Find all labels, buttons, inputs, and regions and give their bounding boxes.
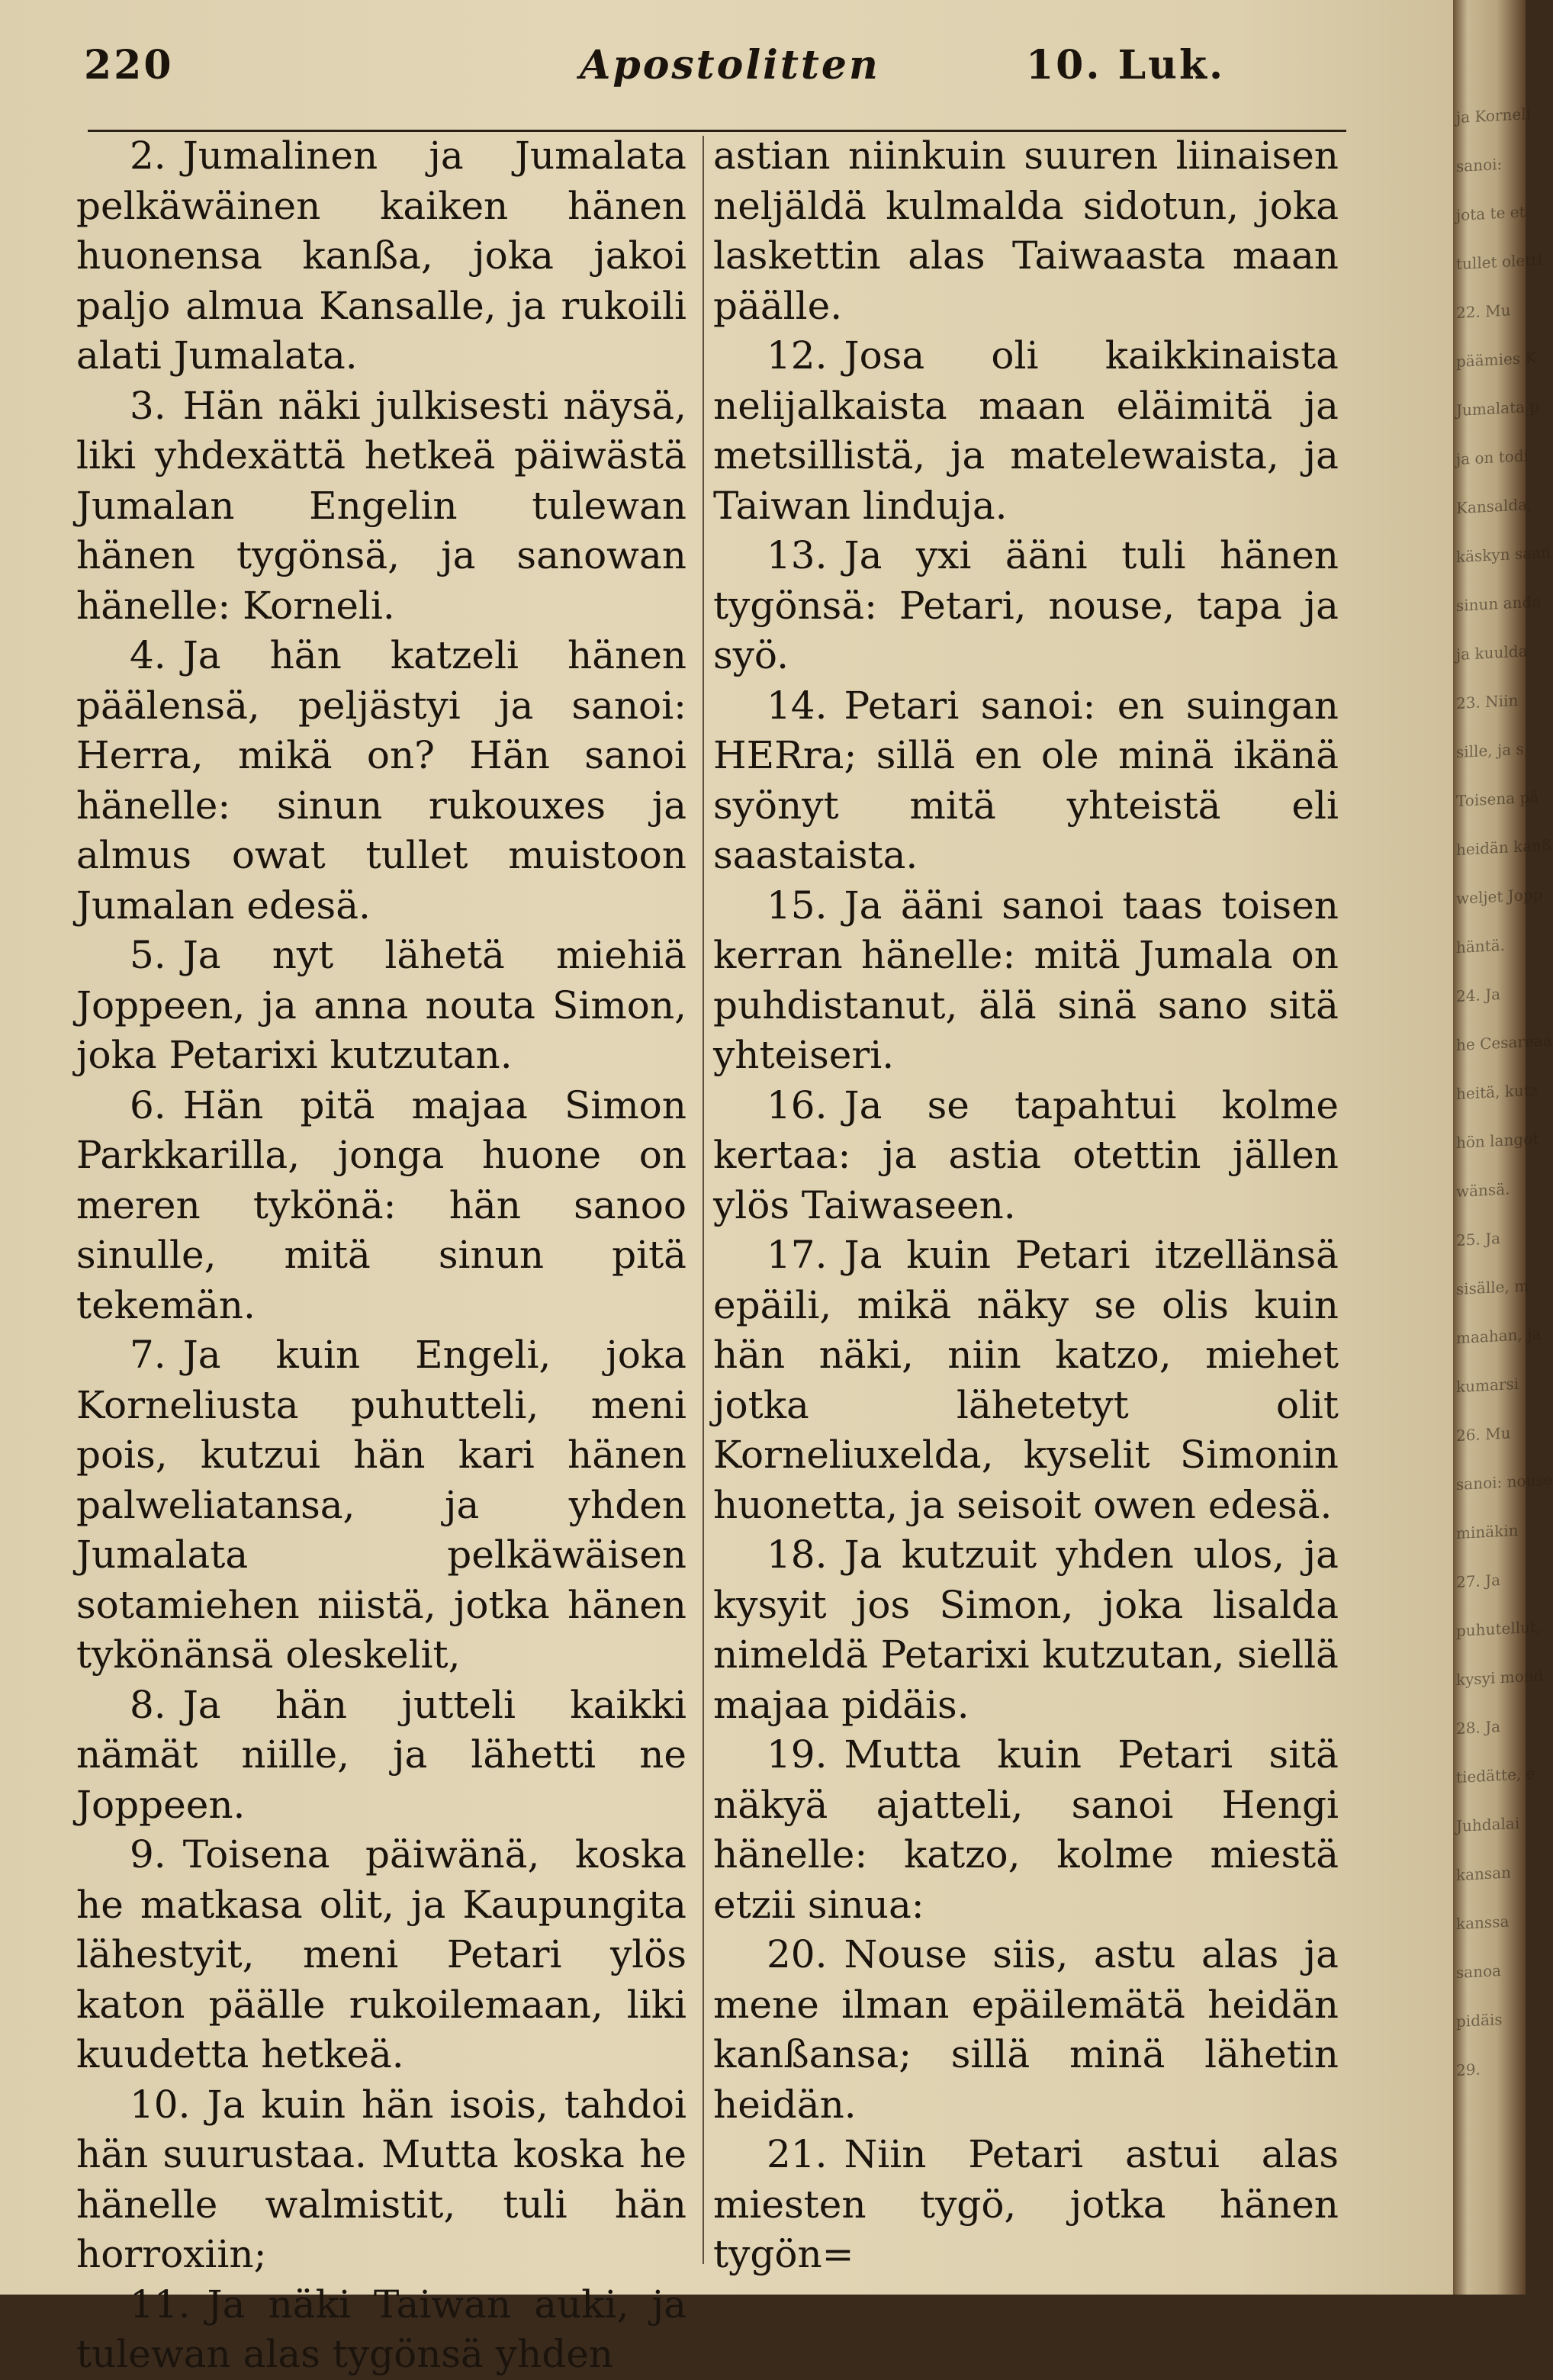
facing-page-line: ja Korneli	[1456, 104, 1531, 127]
verse-number: 16.	[767, 1082, 828, 1127]
verse-number: 8.	[130, 1682, 166, 1727]
facing-page-line: ja kuulda	[1456, 642, 1528, 664]
facing-page-line: sille, ja s	[1456, 739, 1524, 762]
verse-text: Niin Petari astui alas miesten tygö, jotka hänen tygön=	[713, 2132, 1339, 2276]
verse-number: 10.	[130, 2082, 191, 2127]
facing-page-line: tullet oletti	[1456, 250, 1542, 274]
facing-page-edge	[1453, 0, 1553, 2295]
facing-page-line: tiedätte, e	[1456, 1764, 1535, 1787]
facing-page-line: 25. Ja	[1456, 1229, 1501, 1250]
facing-page-line: sanoa	[1456, 1961, 1502, 1983]
facing-page-line: jota te et	[1456, 202, 1526, 225]
facing-page-line: päämies K	[1456, 348, 1537, 371]
verse-text: Nouse siis, astu alas ja mene ilman epäilemätä heidän kanßansa; sillä minä lähetin heidän.	[713, 1932, 1339, 2127]
facing-page-line: sanoi: nouse	[1456, 1470, 1553, 1494]
right-column	[713, 131, 1339, 2280]
facing-page-line: sisälle, m	[1456, 1276, 1529, 1299]
facing-page-line: kansan	[1456, 1863, 1511, 1885]
verse-number: 11.	[130, 2282, 191, 2327]
verse	[713, 331, 1339, 531]
facing-page-line: minäkin	[1456, 1520, 1519, 1543]
verse-number: 3.	[130, 383, 166, 428]
facing-page-line: hön langot	[1456, 1129, 1539, 1153]
verse	[76, 381, 686, 632]
verse-text: Ja ääni sanoi taas toisen kerran hänelle: mitä Jumala on puhdistanut, älä sinä sano sitä yhteiseri.	[713, 883, 1339, 1077]
verse-number: 20.	[767, 1932, 828, 1976]
verse	[76, 1830, 686, 2080]
running-title: Apostolitten	[580, 42, 880, 88]
facing-page-line: wänsä.	[1456, 1179, 1510, 1201]
facing-page-line: kumarsi	[1456, 1374, 1519, 1397]
verse-text: Toisena päiwänä, koska he matkasa olit, ja Kaupungita lähestyit, meni Petari ylös katon päälle rukoilemaan, liki kuudetta hetkeä.	[76, 1832, 686, 2076]
verse-number: 5.	[130, 933, 166, 977]
verse-number: 12.	[767, 333, 828, 378]
verse-text: Ja kuin Engeli, joka Korneliusta puhutteli, meni pois, kutzui hän kari hänen palweliatansa, ja yhden Jumalata pelkäwäisen sotamiehen niistä, jotka hänen tykönänsä oleskelit,	[76, 1333, 686, 1677]
verse-number: 13.	[767, 533, 828, 577]
verse-number: 18.	[767, 1533, 828, 1577]
verse	[713, 681, 1339, 881]
verse-number: 7.	[130, 1333, 166, 1377]
facing-page-line: 27. Ja	[1456, 1571, 1501, 1592]
verse-text: Ja näki Taiwan auki, ja tulewan alas tygönsä yhden	[76, 2282, 686, 2376]
verse-number: 2.	[130, 133, 166, 178]
facing-page-line: heidän kanß	[1456, 835, 1552, 860]
verse	[713, 1081, 1339, 1231]
facing-page-line: 28. Ja	[1456, 1717, 1501, 1738]
verse	[76, 2280, 686, 2380]
facing-page-line: puhutellut,	[1456, 1617, 1542, 1641]
verse-number: 14.	[767, 683, 828, 728]
verse	[713, 881, 1339, 1081]
verse	[713, 1930, 1339, 2130]
verse	[76, 1330, 686, 1680]
verse-continuation: astian niinkuin suuren liinaisen neljäldä kulmalda sidotun, joka laskettin alas Taiwaasta maan päälle.	[713, 133, 1339, 328]
verse-text: Ja kuin hän isois, tahdoi hän suurustaa. Mutta koska he hänelle walmistit, tuli hän horroxiin;	[76, 2082, 686, 2276]
facing-page-line: kysyi mond	[1456, 1666, 1544, 1690]
verse-text: Mutta kuin Petari sitä näkyä ajatteli, sanoi Hengi hänelle: katzo, kolme miestä etzii sinua:	[713, 1732, 1339, 1927]
verse	[76, 1680, 686, 1831]
facing-page-line: häntä.	[1456, 935, 1506, 957]
facing-page-line: Jumalata p	[1456, 397, 1540, 420]
facing-page-line: pidäis	[1456, 2009, 1503, 2031]
facing-page-line: 29.	[1456, 2060, 1481, 2080]
verse-text: Ja yxi ääni tuli hänen tygönsä: Petari, nouse, tapa ja syö.	[713, 533, 1339, 677]
facing-page-line: Toisena pä	[1456, 787, 1539, 811]
chapter-label: 10. Luk.	[1026, 42, 1226, 88]
column-divider	[703, 136, 704, 2264]
facing-page-line: 24. Ja	[1456, 985, 1501, 1006]
page-number: 220	[84, 42, 174, 88]
verse	[76, 2080, 686, 2280]
facing-page-line: maahan, ja	[1456, 1324, 1542, 1348]
verse-text: Ja hän katzeli hänen päälensä, peljästyi ja sanoi: Herra, mikä on? Hän sanoi hänelle: sinun rukouxes ja almus owat tullet muistoon Jumalan edesä.	[76, 633, 686, 928]
verse	[713, 531, 1339, 681]
facing-page-line: weljet Jopp	[1456, 885, 1543, 909]
facing-page-line: 23. Niin	[1456, 690, 1519, 713]
verse	[76, 631, 686, 931]
verse-text: Jumalinen ja Jumalata pelkäwäinen kaiken hänen huonensa kanßa, joka jakoi paljo almua Kansalle, ja rukoili alati Jumalata.	[76, 133, 686, 378]
verse-text: Petari sanoi: en suingan HERra; sillä en ole minä ikänä syönyt mitä yhteistä eli saastaista.	[713, 683, 1339, 877]
verse-number: 17.	[767, 1233, 828, 1277]
facing-page-line: heitä, kutz	[1456, 1080, 1539, 1104]
page-header	[76, 42, 1281, 126]
verse	[713, 1530, 1339, 1730]
verse-text: Ja se tapahtui kolme kertaa: ja astia otettin jällen ylös Taiwaseen.	[713, 1082, 1339, 1227]
verse	[713, 1730, 1339, 1930]
verse	[713, 2130, 1339, 2280]
facing-page-line: sinun anda	[1456, 592, 1542, 616]
verse	[76, 131, 686, 381]
facing-page-line: sanoi:	[1456, 154, 1503, 176]
verse	[76, 1081, 686, 1331]
facing-page-line: ja on todi	[1456, 446, 1529, 469]
verse-number: 19.	[767, 1732, 828, 1777]
facing-page-line: 22. Mu	[1456, 301, 1511, 323]
facing-page-line: Juhdalai	[1456, 1813, 1520, 1836]
verse-number: 4.	[130, 633, 166, 677]
verse	[76, 931, 686, 1081]
verse-text: Ja nyt lähetä miehiä Joppeen, ja anna nouta Simon, joka Petarixi kutzutan.	[76, 933, 686, 1077]
verse	[713, 1230, 1339, 1530]
facing-page-line: kanssa	[1456, 1912, 1510, 1934]
verse-number: 9.	[130, 1832, 166, 1877]
verse-text: Ja kutzuit yhden ulos, ja kysyit jos Simon, joka lisalda nimeldä Petarixi kutzutan, siellä majaa pidäis.	[713, 1533, 1339, 1727]
verse-text: Hän näki julkisesti näysä, liki yhdexättä hetkeä päiwästä Jumalan Engelin tulewan hänen tygönsä, ja sanowan hänelle: Korneli.	[76, 383, 686, 628]
facing-page-line: käskyn saan	[1456, 542, 1551, 567]
verse-text: Hän pitä majaa Simon Parkkarilla, jonga huone on meren tykönä: hän sanoo sinulle, mitä sinun pitä tekemän.	[76, 1082, 686, 1327]
facing-page-line: he Cesareaa	[1456, 1031, 1552, 1055]
verse-number: 15.	[767, 883, 828, 928]
verse-number: 21.	[767, 2132, 828, 2176]
verse-text: Ja hän jutteli kaikki nämät niille, ja lähetti ne Joppeen.	[76, 1682, 686, 1827]
left-column	[76, 131, 686, 2380]
verse-text: Ja kuin Petari itzellänsä epäili, mikä näky se olis kuin hän näki, niin katzo, miehet jotka lähetetyt olit Korneliuxelda, kyselit Simonin huonetta, ja seisoit owen edesä.	[713, 1233, 1339, 1527]
verse-text: Josa oli kaikkinaista nelijalkaista maan eläimitä ja metsillistä, ja matelewaista, ja Taiwan linduja.	[713, 333, 1339, 528]
facing-page-line: 26. Mu	[1456, 1423, 1511, 1446]
facing-page-line: Kansalda,	[1456, 494, 1532, 518]
verse-number: 6.	[130, 1082, 166, 1127]
facing-page-text	[1456, 90, 1553, 2095]
